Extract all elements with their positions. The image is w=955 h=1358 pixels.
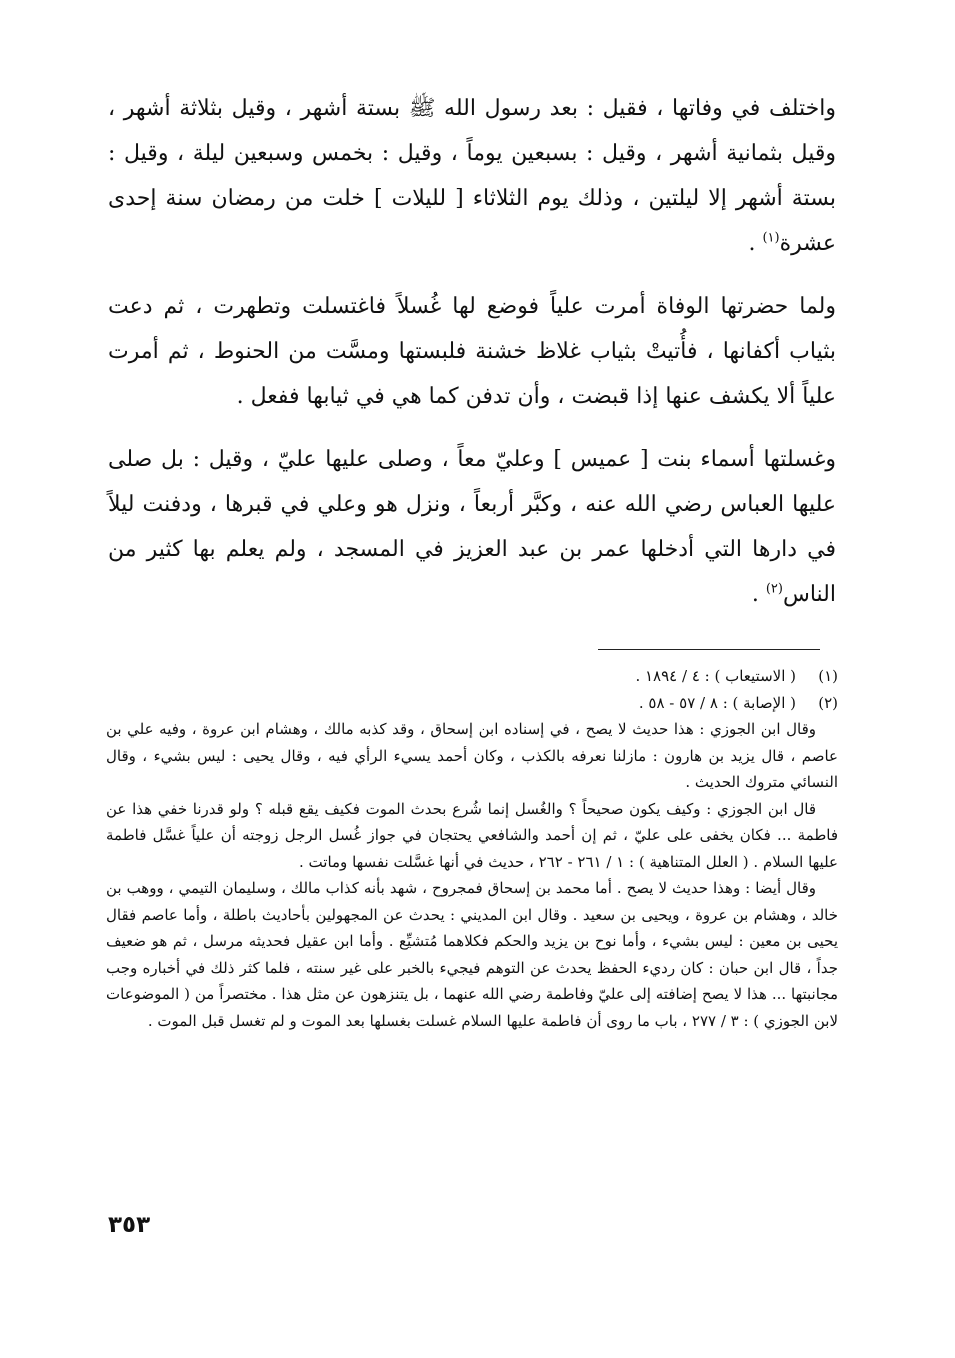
footnote-ref-1: (١): [762, 230, 780, 246]
footnote-1-number: (١): [818, 667, 838, 685]
footnote-2-text: ( الإصابة ) : ٨ / ٥٧ - ٥٨ .: [638, 693, 796, 712]
paragraph-3: [108, 437, 836, 617]
footnote-2: [106, 690, 838, 717]
footnote-paragraph-3: وقال أيضا : وهذا حديث لا يصح . أما محمد بن إسحاق فمجروح ، شهد بأنه كذاب مالك ، وسليمان التيمي ، ووهب بن خالد ، وهشام بن عروة ، ويحيى بن سعيد . وقال ابن المديني : يحدث عن المجهولين بأحاديث باطلة ، وأما عاصم فقال يحيى بن معين : ليس بشيء ، وأما نوح بن يزيد والحكم فكلاهما مُتشيِّع . وأما ابن عقيل فحديثه مرسل ، ثم هو ضعيف جداً ، قال ابن حبان : كان رديء الحفظ يحدث عن التوهم فيجيء بالخبر على غير سنته ، فلما كثر ذلك في أخباره وجب مجانبتها ... هذا لا يصح إضافته إلى عليّ وفاطمة رضي الله عنهما ، بل يتنزهون عن مثل هذا . مختصراً من ( الموضوعات لابن الجوزي ) : ٣ / ٢٧٧ ، باب ما روى أن فاطمة عليها السلام غسلت بغسلها بعد الموت و لم تغسل قبل الموت .: [106, 879, 838, 1030]
paragraph-3-text: وغسلتها أسماء بنت [ عميس ] وعليّ معاً ، وصلى عليها عليّ ، وقيل : بل صلى عليها العباس رضي الله عنه ، وكبَّر أربعاً ، ونزل هو وعلي في قبرها ، ودفنت ليلاً في دارها التي أدخلها عمر بن عبد العزيز في المسجد ، ولم يعلم بها كثير من الناس: [108, 447, 836, 607]
paragraph-1-text: واختلف في وفاتها ، فقيل : بعد رسول الله ﷺ بستة أشهر ، وقيل بثلاثة أشهر ، وقيل بثمانية أشهر ، وقيل : بسبعين يوماً ، وقيل : بخمس وسبعين ليلة ، وقيل : بستة أشهر إلا ليلتين ، وذلك يوم الثلاثاء [ لليلات ] خلت من رمضان سنة إحدى عشرة: [108, 96, 836, 256]
footnote-1-text: ( الاستيعاب ) : ٤ / ١٨٩٤ .: [635, 667, 796, 685]
paragraph-3-end: .: [751, 582, 766, 607]
footnote-separator: [598, 649, 820, 650]
paragraph-1-end: .: [748, 231, 763, 256]
footnote-ref-2: (٢): [765, 581, 783, 597]
paragraph-2: ولما حضرتها الوفاة أمرت علياً فوضع لها غُسلاً فاغتسلت وتطهرت ، ثم دعت بثياب أكفانها ، فأُتيتْ بثياب غلاظ خشنة فلبستها ومسَّت من الحنوط ، ثم أمرت علياً ألا يكشف عنها إذا قبضت ، وأن تدفن كما هي في ثيابها ففعل .: [108, 294, 836, 409]
footnotes: [106, 663, 838, 1034]
footnote-1: [106, 663, 838, 690]
paragraph-1: [108, 86, 836, 266]
main-text: [108, 86, 836, 635]
footnote-2-number: (٢): [818, 693, 838, 712]
page-number: ٣٥٣: [108, 1212, 151, 1238]
footnote-paragraph-1: وقال ابن الجوزي : هذا حديث لا يصح ، في إسناده ابن إسحاق ، وقد كذبه مالك ، وهشام ابن عروة ، وفيه علي بن عاصم ، قال يزيد بن هارون : مازلنا نعرفه بالكذب ، وكان أحمد يسيء الرأي فيه ، وقال يحيى : ليس بشيء ، وقال النسائي متروك الحديث .: [106, 720, 838, 791]
footnote-paragraph-2: قال ابن الجوزي : وكيف يكون صحيحاً ؟ والغُسل إنما شُرع بحدث الموت فكيف يقع قبله ؟ ولو قدرنا خفي هذا عن فاطمة ... فكان يخفى على عليّ ، ثم إن أحمد والشافعي يحتجان في جواز غُسل الرجل زوجته أن علياً غسَّل فاطمة عليها السلام . ( العلل المتناهية ) : ١ / ٢٦١ - ٢٦٢ ، حديث في أنها غسَّلت نفسها وماتت .: [106, 799, 838, 871]
